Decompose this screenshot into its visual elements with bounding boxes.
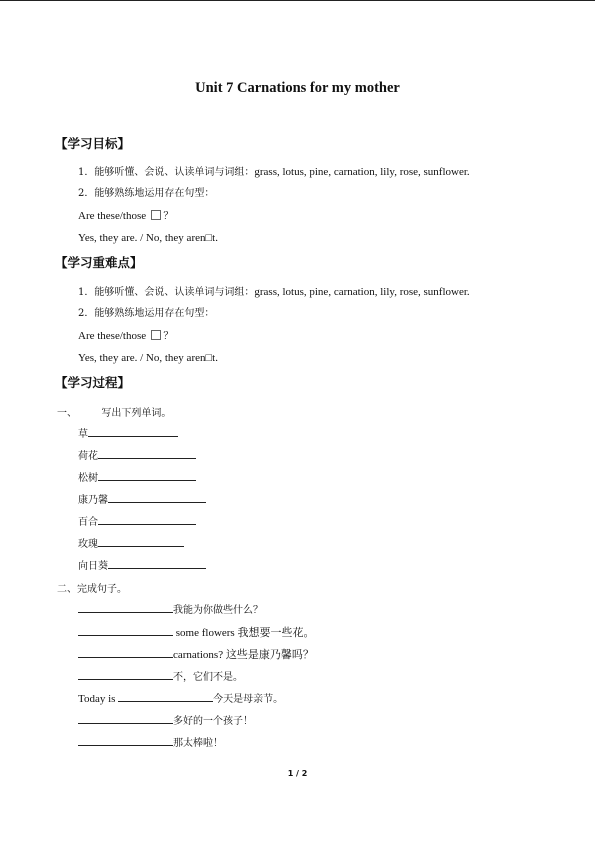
key-item-1-words: grass, lotus, pine, carnation, lily, rose, sunflower. [254,286,470,298]
word-label: 草 [78,429,88,440]
sentence-text: 今天是母亲节。 [213,694,284,705]
sentence-text: some flowers 我想要一些花。 [173,627,315,639]
part1-header [57,404,171,419]
goal-answer-pattern [78,231,218,246]
sentence-text: carnations? 这些是康乃馨吗？ [173,649,314,661]
sentence-row [78,625,314,641]
goal-item-1-words: grass, lotus, pine, carnation, lily, rose, sunflower. [254,166,470,178]
sentence-row [78,602,263,618]
sentence-text: 多好的一个孩子！ [173,716,253,727]
heading-key-points: 【学习重难点】 [55,255,143,270]
answer-blank[interactable] [88,426,178,437]
word-label: 向日葵 [78,561,108,572]
sentence-row [78,713,253,729]
question-text: Are these/those [78,330,147,342]
word-row [78,426,178,442]
question-mark: ？ [163,211,174,222]
sentence-row [78,691,283,707]
missing-char-box-icon [151,330,161,340]
word-row [78,536,184,552]
question-text: Are these/those [78,210,147,222]
question-mark: ？ [163,331,174,342]
answer-blank[interactable] [98,536,184,547]
sentence-text: 那太棒啦！ [173,738,223,749]
missing-char-box-icon [151,210,161,220]
key-item-1 [78,285,470,300]
part1-label: 一、 [57,408,77,419]
page-top-border [0,0,595,1]
word-label: 百合 [78,517,98,528]
answer-blank[interactable] [78,602,173,613]
word-row [78,470,196,486]
sentence-row [78,669,243,685]
answer-text: Yes, they are. / No, they aren□t. [78,232,218,244]
word-row [78,492,206,508]
word-label: 玫瑰 [78,539,98,550]
answer-blank[interactable] [78,647,173,658]
heading-learning-process: 【学习过程】 [55,375,131,390]
word-label: 荷花 [78,451,98,462]
key-item-1-text: 1．能够听懂、会说、认读单词与词组： [78,287,255,298]
goal-item-2: 2．能够熟练地运用存在句型： [78,188,215,199]
heading-learning-goals: 【学习目标】 [55,136,131,151]
word-label: 松树 [78,473,98,484]
key-item-2: 2．能够熟练地运用存在句型： [78,308,215,319]
answer-blank[interactable] [118,691,213,702]
sentence-row [78,647,314,663]
goal-item-1-text: 1．能够听懂、会说、认读单词与词组： [78,167,255,178]
sentence-prefix: Today is [78,693,119,705]
sentence-row [78,735,223,751]
part2-header: 二、完成句子。 [57,584,127,595]
answer-blank[interactable] [98,448,196,459]
answer-text: Yes, they are. / No, they aren□t. [78,352,218,364]
word-row [78,448,196,464]
answer-blank[interactable] [78,669,173,680]
answer-blank[interactable] [108,558,206,569]
answer-blank[interactable] [78,735,173,746]
answer-blank[interactable] [98,470,196,481]
goal-item-1 [78,165,470,180]
goal-question-pattern [78,209,173,224]
answer-blank[interactable] [98,514,196,525]
answer-blank[interactable] [108,492,206,503]
word-row [78,514,196,530]
answer-blank[interactable] [78,713,173,724]
key-answer-pattern [78,351,218,366]
word-label: 康乃馨 [78,495,108,506]
word-row [78,558,206,574]
page-title: Unit 7 Carnations for my mother [195,80,400,96]
answer-blank[interactable] [78,625,173,636]
key-question-pattern [78,329,173,344]
part1-title: 写出下列单词。 [101,408,172,419]
sentence-text: 我能为你做些什么？ [173,605,263,616]
page-number: 1 / 2 [287,769,308,778]
sentence-text: 不，它们不是。 [173,672,243,683]
